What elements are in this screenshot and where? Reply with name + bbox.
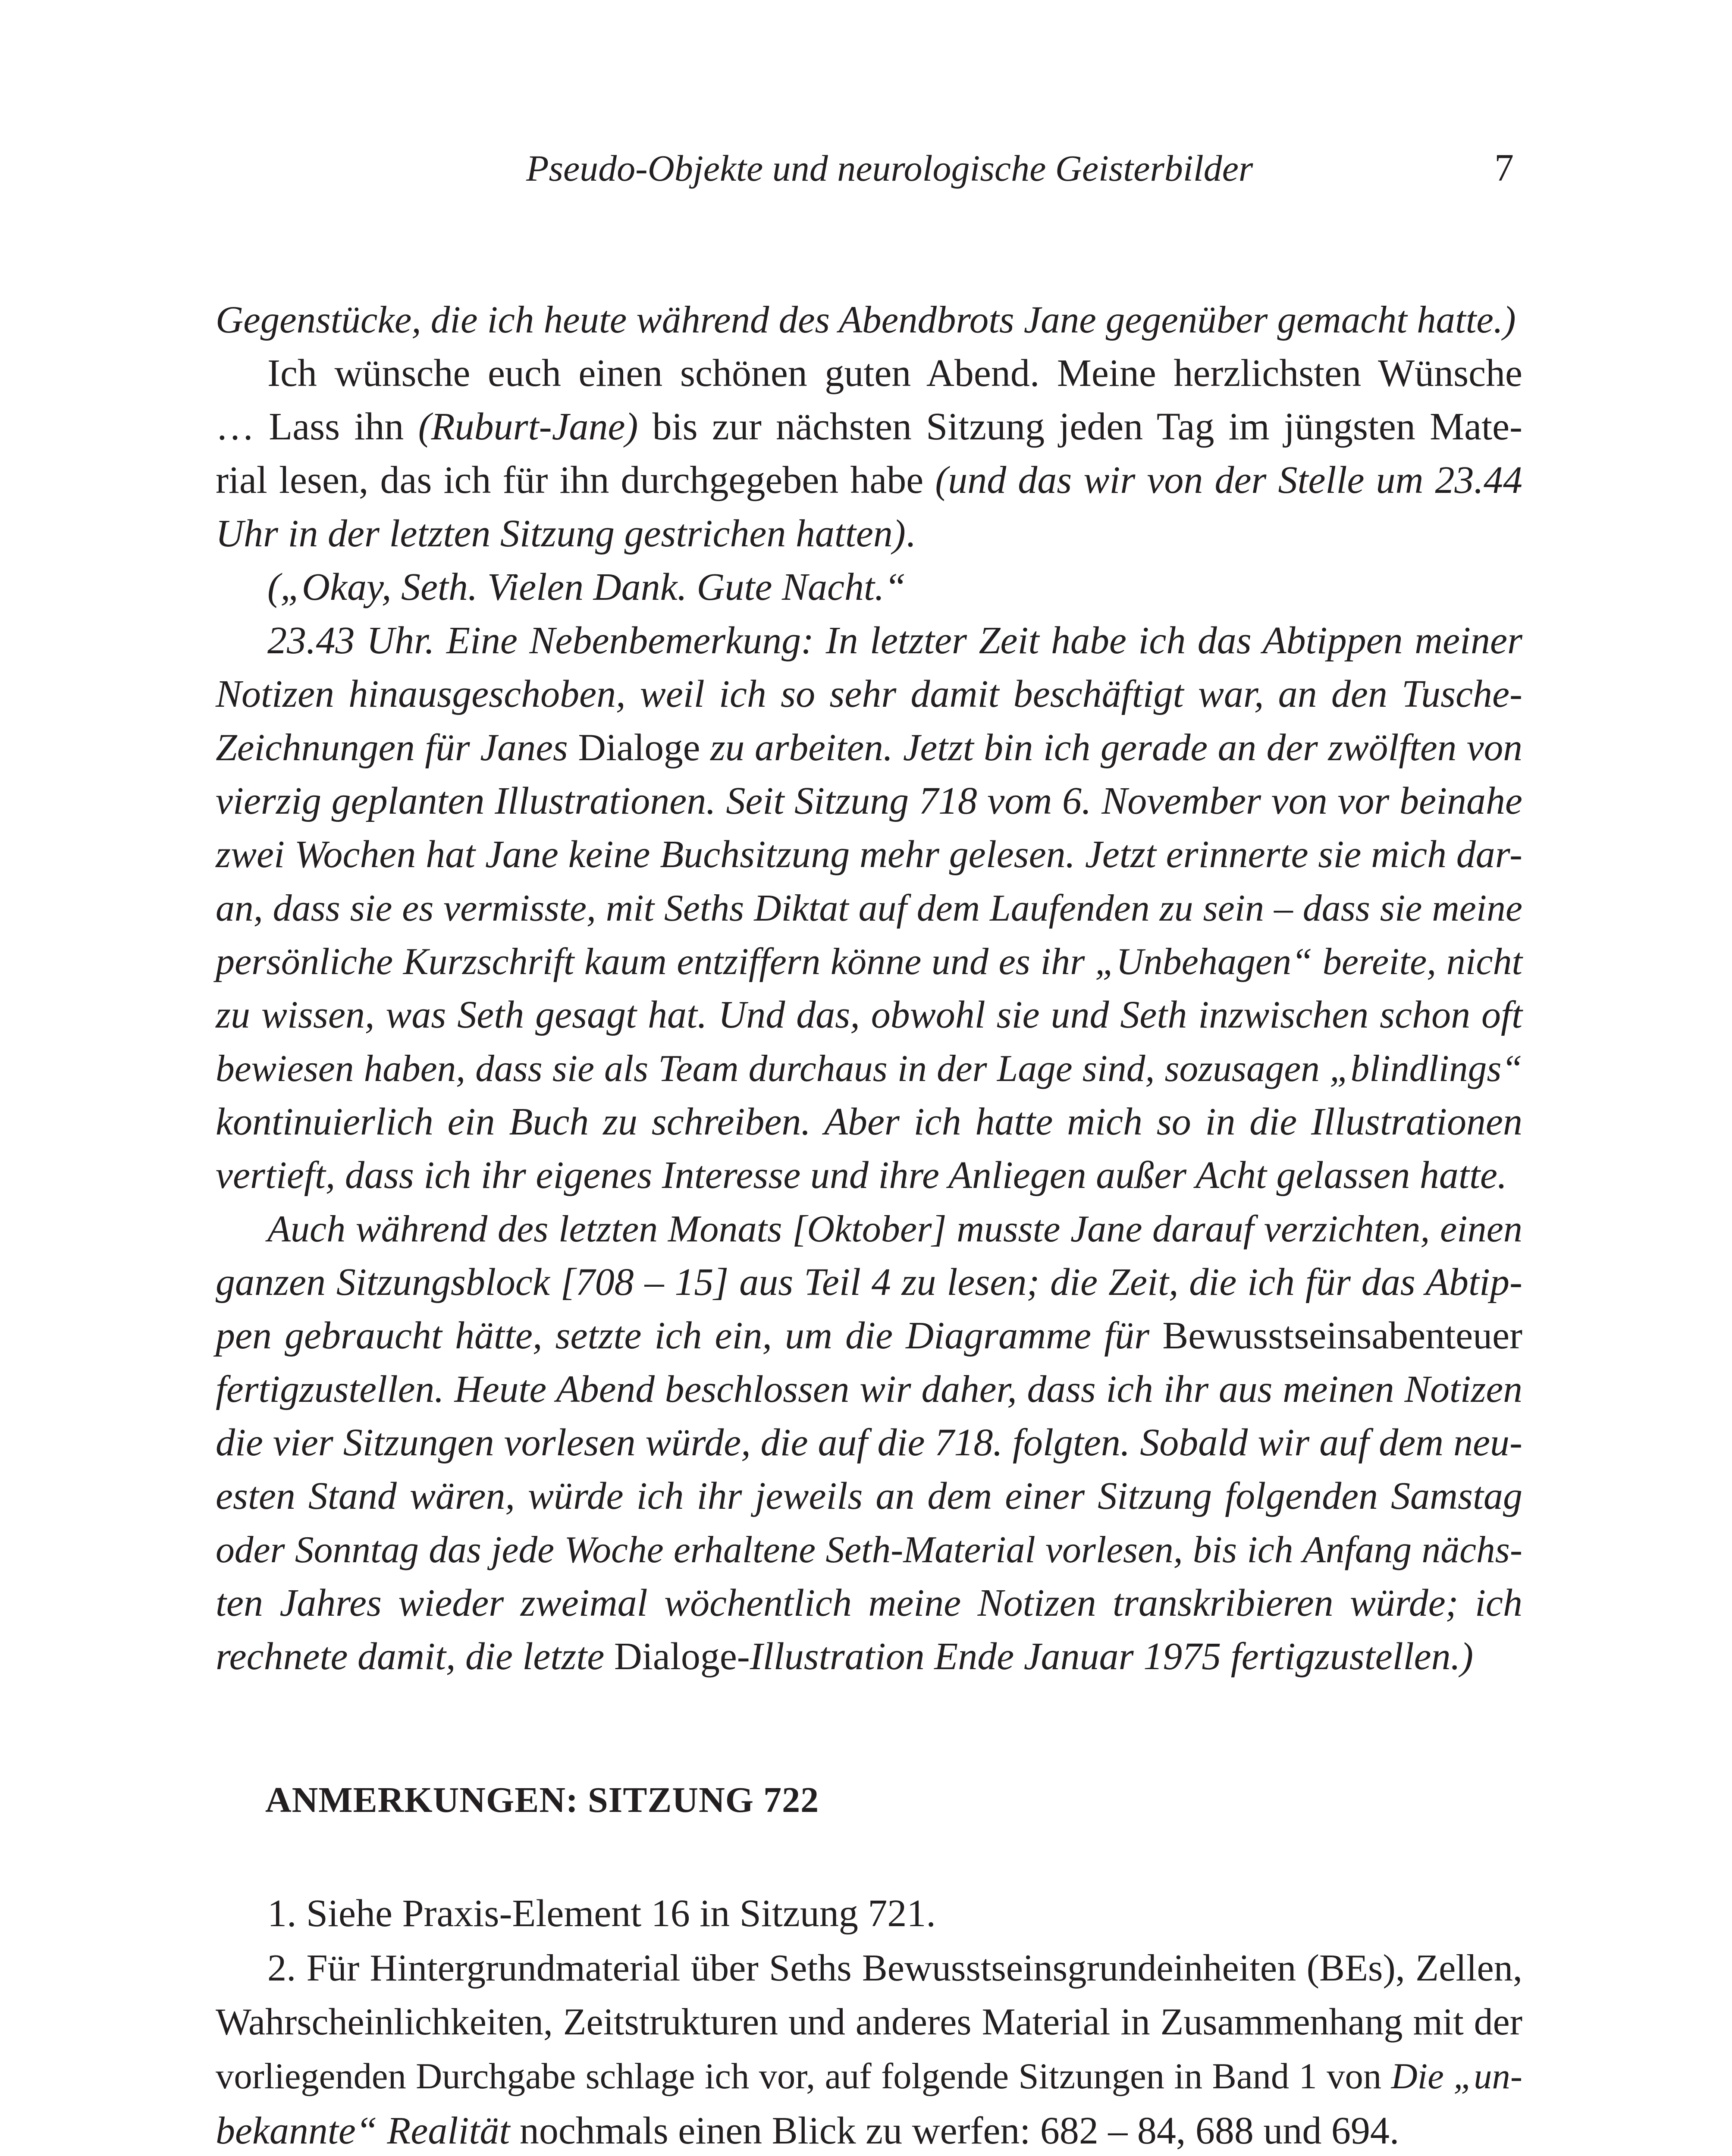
text-line	[216, 721, 1522, 774]
text-span: zu arbeiten. Jetzt bin ich gerade an der zwölften von	[700, 726, 1522, 769]
text-span: .	[905, 512, 916, 555]
text-line: vertieft, dass ich ihr eigenes Interesse und ihre Anliegen außer Acht gelassen hatte.	[216, 1154, 1507, 1197]
text-span: Dialoge	[578, 726, 700, 769]
note-line: 2. Für Hintergrundmaterial über Seths Bewusstseinsgrundeinheiten (BEs), Zellen,	[267, 1947, 1522, 1989]
text-line	[216, 400, 1522, 454]
text-line: 23.43 Uhr. Eine Nebenbemerkung: In letzter Zeit habe ich das Abtippen meiner	[267, 619, 1522, 662]
text-line	[216, 1630, 1522, 1683]
text-span: vorliegenden Durchgabe schlage ich vor, auf folgende Sitzungen in Band 1 von	[216, 2056, 1391, 2096]
text-line: kontinuierlich ein Buch zu schreiben. Aber ich hatte mich so in die Illustrationen	[216, 1100, 1522, 1143]
page-number: 7	[1494, 147, 1514, 189]
text-line: oder Sonntag das jede Woche erhaltene Seth-Material vorlesen, bis ich Anfang nächs-	[216, 1529, 1522, 1570]
text-line: ten Jahres wieder zweimal wöchentlich meine Notizen transkribieren würde; ich	[216, 1582, 1522, 1624]
text-span: rial lesen, das ich für ihn durchgegeben habe	[216, 459, 935, 501]
notes-list	[216, 1887, 1522, 2156]
text-span: rechnete damit, die letzte	[216, 1635, 614, 1678]
text-line	[216, 1309, 1522, 1363]
text-span: pen gebraucht hätte, setzte ich ein, um die Diagramme für	[216, 1314, 1163, 1357]
note-line	[216, 2049, 1522, 2104]
text-line: fertigzustellen. Heute Abend beschlossen wir daher, dass ich ihr aus meinen Notizen	[216, 1368, 1522, 1410]
text-line: persönliche Kurzschrift kaum entziffern könne und es ihr „Unbehagen“ bereite, nicht	[216, 940, 1522, 983]
text-span: -Illustration Ende Januar 1975 fertigzustellen.)	[737, 1635, 1474, 1678]
text-line	[216, 454, 1522, 507]
text-line: zu wissen, was Seth gesagt hat. Und das, obwohl sie und Seth inzwischen schon oft	[216, 993, 1522, 1036]
running-head: Pseudo-Objekte und neurologische Geisterbilder	[526, 147, 1253, 189]
text-span: Die „un-	[1391, 2056, 1522, 2096]
text-span: (Ruburt-Jane)	[418, 405, 638, 448]
text-line: Notizen hinausgeschoben, weil ich so sehr damit beschäftigt war, an den Tusche-	[216, 673, 1522, 715]
text-span: bis zur nächsten Sitzung jeden Tag im jüngsten Mate-	[638, 405, 1522, 448]
text-line: die vier Sitzungen vorlesen würde, die auf die 718. folgten. Sobald wir auf dem neu-	[216, 1421, 1522, 1464]
text-span: … Lass ihn	[216, 405, 418, 448]
text-span: Zeichnungen für Janes	[216, 726, 578, 769]
text-line: esten Stand wären, würde ich ihr jeweils an dem einer Sitzung folgenden Samstag	[216, 1475, 1522, 1517]
text-span: Bewusstseinsabenteuer	[1162, 1314, 1522, 1357]
text-line: Auch während des letzten Monats [Oktober] musste Jane darauf verzichten, einen	[267, 1208, 1522, 1250]
text-line: bewiesen haben, dass sie als Team durchaus in der Lage sind, sozusagen „blindlings“	[216, 1047, 1522, 1089]
text-line: („Okay, Seth. Vielen Dank. Gute Nacht.“	[267, 566, 906, 608]
note-line	[216, 2104, 1522, 2156]
text-span: Dialoge	[614, 1635, 737, 1678]
notes-heading: ANMERKUNGEN: SITZUNG 722	[265, 1780, 819, 1820]
text-line: an, dass sie es vermisste, mit Seths Diktat auf dem Laufenden zu sein – dass sie meine	[216, 887, 1522, 929]
text-span: bekannte“ Realität	[216, 2109, 510, 2152]
text-line	[216, 507, 1522, 561]
text-span: (und das wir von der Stelle um 23.44	[935, 459, 1522, 501]
text-line: Ich wünsche euch einen schönen guten Abend. Meine herzlichsten Wünsche	[267, 352, 1522, 395]
note-line: 1. Siehe Praxis-Element 16 in Sitzung 721.	[267, 1892, 936, 1935]
text-span: Uhr in der letzten Sitzung gestrichen hatten)	[216, 512, 906, 555]
main-text	[216, 293, 1522, 1683]
text-span: nochmals einen Blick zu werfen: 682 – 84, 688 und 694.	[510, 2109, 1399, 2152]
text-line: zwei Wochen hat Jane keine Buchsitzung mehr gelesen. Jetzt erinnerte sie mich dar-	[216, 833, 1522, 876]
text-line: vierzig geplanten Illustrationen. Seit Sitzung 718 vom 6. November von vor beinahe	[216, 780, 1522, 822]
text-line: ganzen Sitzungsblock [708 – 15] aus Teil 4 zu lesen; die Zeit, die ich für das Abtip-	[216, 1261, 1522, 1304]
note-line: Wahrscheinlichkeiten, Zeitstrukturen und anderes Material in Zusammenhang mit der	[216, 2001, 1522, 2043]
text-line: Gegenstücke, die ich heute während des Abendbrots Jane gegenüber gemacht hatte.)	[216, 299, 1516, 341]
